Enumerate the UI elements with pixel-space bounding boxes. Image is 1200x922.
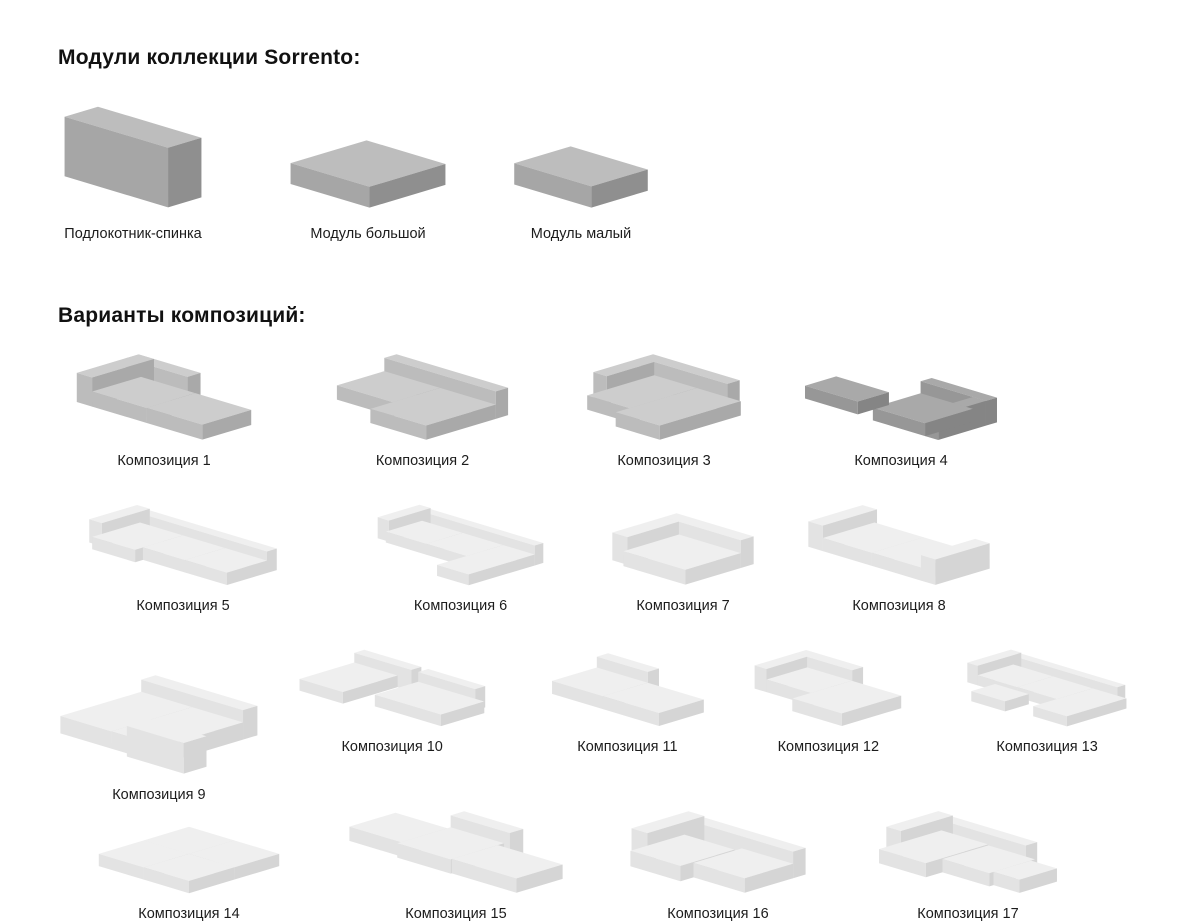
composition-1-image <box>58 352 270 442</box>
composition-10-label: Композиция 10 <box>341 739 443 755</box>
composition-4-label: Композиция 4 <box>854 453 948 469</box>
compositions-heading: Варианты композиций: <box>58 304 306 327</box>
composition-1-label: Композиция 1 <box>117 453 211 469</box>
composition-16-label: Композиция 16 <box>667 906 769 922</box>
composition-12-image <box>750 648 906 728</box>
composition-3-label: Композиция 3 <box>617 453 711 469</box>
composition-6-label: Композиция 6 <box>413 598 508 614</box>
module-armrest-image <box>58 104 208 210</box>
composition-12-label: Композиция 12 <box>777 739 880 755</box>
composition-4-image <box>803 352 999 442</box>
composition-16-figure <box>610 809 826 922</box>
module-armrest-label: Подлокотник-спинка <box>64 226 202 242</box>
composition-9-image <box>58 648 260 776</box>
compositions-row-4 <box>58 809 1172 922</box>
composition-15-figure <box>332 809 580 922</box>
composition-12-figure <box>750 648 906 755</box>
module-small-figure <box>502 144 660 242</box>
composition-7-image <box>610 503 756 587</box>
module-armrest-figure <box>58 104 208 242</box>
compositions-row-3 <box>58 648 1172 803</box>
composition-9-figure <box>58 648 260 803</box>
composition-2-figure <box>320 352 525 469</box>
module-big-figure <box>282 138 454 242</box>
compositions-row-1 <box>58 352 1172 469</box>
composition-14-figure <box>58 825 320 922</box>
composition-15-image <box>332 809 580 895</box>
composition-9-label: Композиция 9 <box>112 787 206 803</box>
composition-14-image <box>58 825 320 895</box>
composition-3-figure <box>580 352 748 469</box>
composition-7-figure <box>610 503 756 614</box>
composition-11-figure <box>550 648 706 755</box>
module-small-label: Модуль малый <box>530 226 632 242</box>
composition-5-figure <box>58 503 308 614</box>
compositions-row-2 <box>58 503 1172 614</box>
modules-heading: Модули коллекции Sorrento: <box>58 46 361 69</box>
composition-1-figure <box>58 352 270 469</box>
composition-16-image <box>610 809 826 895</box>
modules-row <box>58 104 1172 242</box>
composition-3-image <box>580 352 748 442</box>
composition-7-label: Композиция 7 <box>636 598 730 614</box>
composition-5-label: Композиция 5 <box>136 598 230 614</box>
composition-8-label: Композиция 8 <box>852 598 946 614</box>
composition-11-image <box>550 648 706 728</box>
composition-6-figure <box>323 503 598 614</box>
composition-13-label: Композиция 13 <box>996 739 1098 755</box>
composition-11-label: Композиция 11 <box>577 739 678 755</box>
module-small-image <box>502 144 660 210</box>
module-big-label: Модуль большой <box>310 226 426 242</box>
composition-14-label: Композиция 14 <box>138 906 240 922</box>
composition-13-image <box>922 648 1172 728</box>
composition-8-figure <box>786 503 1012 614</box>
composition-17-figure <box>868 809 1068 922</box>
composition-10-figure <box>270 648 515 755</box>
composition-4-figure <box>803 352 999 469</box>
composition-5-image <box>58 503 308 587</box>
composition-8-image <box>786 503 1012 587</box>
composition-17-label: Композиция 17 <box>917 906 1019 922</box>
composition-2-image <box>320 352 525 442</box>
composition-13-figure <box>922 648 1172 755</box>
module-big-image <box>282 138 454 210</box>
composition-6-image <box>323 503 598 587</box>
composition-17-image <box>868 809 1068 895</box>
composition-15-label: Композиция 15 <box>405 906 507 922</box>
composition-10-image <box>270 648 515 728</box>
composition-2-label: Композиция 2 <box>375 453 470 469</box>
